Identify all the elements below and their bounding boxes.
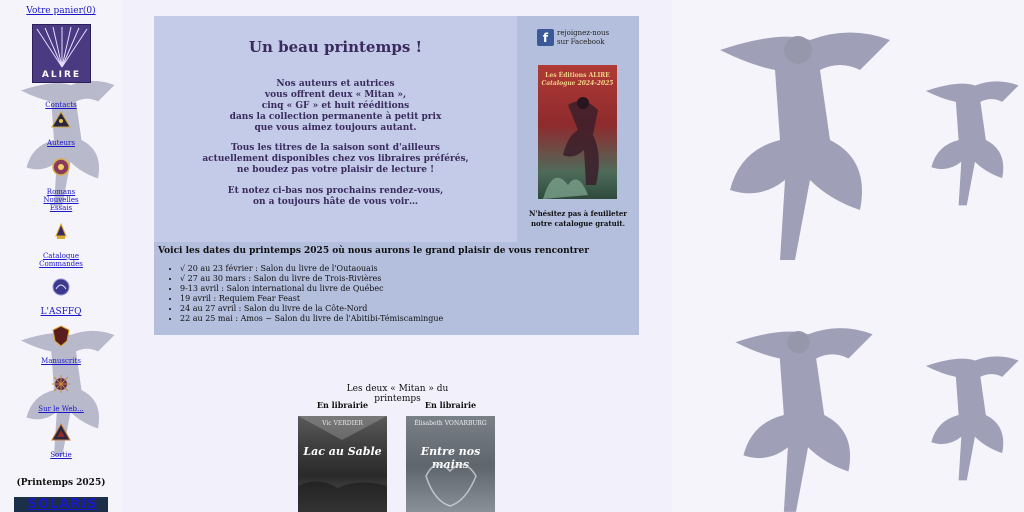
sidebar-nav xyxy=(0,0,122,512)
facebook-text: rejoignez-nous sur Facebook xyxy=(557,29,610,46)
facebook-icon: f xyxy=(537,29,554,46)
book-author: Vic VERDIER xyxy=(322,420,363,427)
book-title: Lac au Sable xyxy=(303,445,382,458)
background-wizard-figure xyxy=(700,10,900,270)
book-cover-art xyxy=(406,416,495,512)
event-item: • √ 20 au 23 février : Salon du livre de l'Outaouais xyxy=(180,264,443,274)
background-wizard-figure xyxy=(915,10,1024,270)
nav-sortie[interactable]: Sortie xyxy=(50,451,72,459)
nav-nouvelles[interactable]: Nouvelles xyxy=(43,196,79,204)
nav-manuscrits[interactable]: Manuscrits xyxy=(41,357,81,365)
background-wizard-figure xyxy=(915,310,1024,512)
event-item: • 19 avril : Requiem Fear Feast xyxy=(180,294,443,304)
book-cover-lac-au-sable[interactable] xyxy=(298,416,387,512)
alire-logo[interactable] xyxy=(32,24,91,83)
nav-essais[interactable]: Essais xyxy=(49,204,73,212)
nav-romans[interactable]: Romans xyxy=(46,188,76,196)
nav-commandes[interactable]: Commandes xyxy=(39,260,83,268)
nav-web[interactable]: Sur le Web... xyxy=(38,405,84,413)
announcement-box xyxy=(154,16,517,242)
nav-asffq[interactable]: L'ASFFQ xyxy=(40,307,82,317)
background-wizard-figure xyxy=(700,310,900,512)
event-item: • 24 au 27 avril : Salon du livre de la Côte-Nord xyxy=(180,304,443,314)
nav-catalogue[interactable]: Catalogue xyxy=(42,252,80,260)
book-cover-art xyxy=(298,416,387,512)
season-label: (Printemps 2025) xyxy=(16,478,106,488)
cart-link[interactable]: Votre panier(0) xyxy=(26,6,96,16)
mitan-heading: Les deux « Mitan » du printemps xyxy=(346,384,449,404)
logo-rays-icon xyxy=(33,25,92,69)
events-list xyxy=(168,264,443,324)
catalogue-cover-title: Les Éditions ALIRE Catalogue 2024-2025 xyxy=(541,72,614,87)
announcement-title: Un beau printemps ! xyxy=(248,38,423,56)
star-icon xyxy=(51,374,71,394)
book-availability-label: En librairie xyxy=(424,400,477,410)
nav-contacts[interactable]: Contacts xyxy=(45,101,77,109)
book-author: Élisabeth VONARBURG xyxy=(414,420,487,427)
shield-icon xyxy=(51,325,71,345)
gem-icon xyxy=(51,157,71,177)
book-cover-entre-nos-mains[interactable] xyxy=(406,416,495,512)
event-item: • 22 au 25 mai : Amos ~ Salon du livre de l'Abitibi-Témiscamingue xyxy=(180,314,443,324)
events-heading: Voici les dates du printemps 2025 où nous aurons le grand plaisir de vous rencontrer xyxy=(158,246,590,256)
logo-text: ALIRE xyxy=(41,70,82,80)
event-item: • 9-13 avril : Salon international du livre de Québec xyxy=(180,284,443,294)
exit-pyramid-icon xyxy=(51,422,71,442)
nav-auteurs[interactable]: Auteurs xyxy=(47,139,75,147)
trophy-icon xyxy=(51,222,71,242)
solaris-banner[interactable]: SOLARIS xyxy=(14,497,108,512)
catalogue-caption: N'hésitez pas à feuilleter notre catalogue gratuit. xyxy=(529,209,627,228)
event-item: • √ 27 au 30 mars : Salon du livre de Trois-Rivières xyxy=(180,274,443,284)
announcement-paragraph-2: Tous les titres de la saison sont d'ailleurs actuellement disponibles chez vos libraires préférés, ne boudez pas votre plaisir de lecture ! xyxy=(202,143,469,175)
announcement-paragraph-3: Et notez ci-bas nos prochains rendez-vous, on a toujours hâte de vous voir… xyxy=(227,186,444,207)
pyramid-icon xyxy=(51,110,71,130)
orb-icon xyxy=(51,277,71,297)
book-availability-label: En librairie xyxy=(316,400,369,410)
catalogue-illustration xyxy=(538,65,617,199)
catalogue-cover-image[interactable] xyxy=(538,65,617,199)
announcement-paragraph-1: Nos auteurs et autrices vous offrent deux « Mitan », cinq « GF » et huit rééditions dans la collection permanente à petit prix que vous aimez toujours autant. xyxy=(229,79,442,133)
book-title: Entre nos mains xyxy=(420,445,481,471)
